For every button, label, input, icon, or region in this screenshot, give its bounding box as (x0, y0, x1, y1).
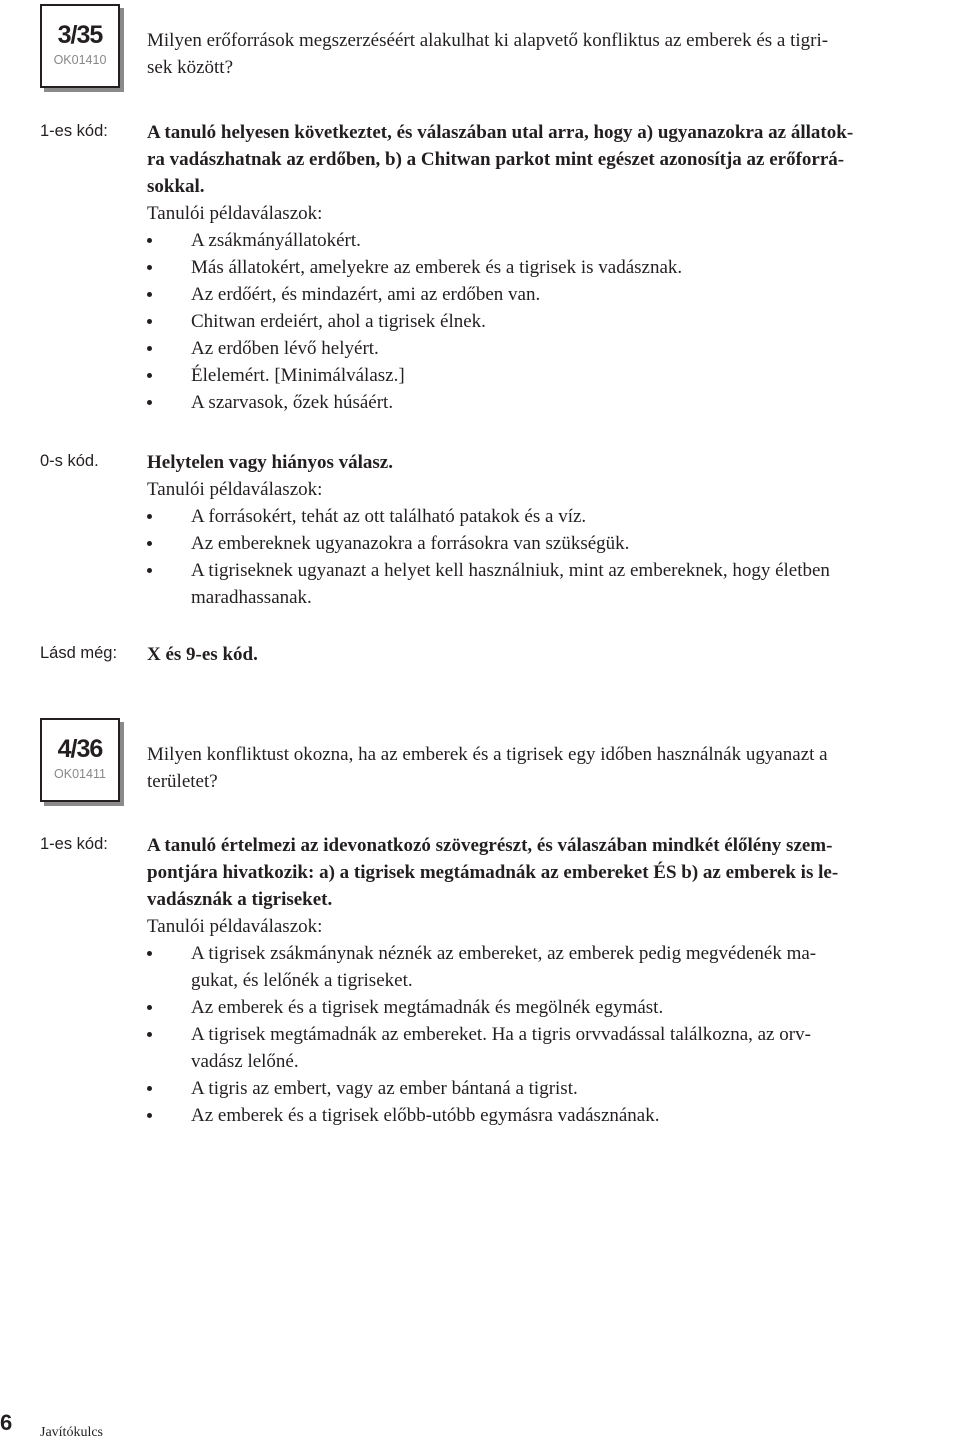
sample-answers-list (147, 940, 959, 1129)
bullet-icon (147, 292, 152, 297)
sample-answers-label: Tanulói példaválaszok: (147, 203, 323, 224)
code-1-block (147, 832, 959, 1129)
sample-answers-label: Tanulói példaválaszok: (147, 916, 323, 937)
code-0-description: Helytelen vagy hiányos válasz. (147, 452, 393, 473)
question-text (147, 27, 959, 81)
page-number: 6 (0, 1410, 13, 1435)
sample-answer: Az emberek és a tigrisek előbb-utóbb egymásra vadásznának. (191, 1105, 660, 1126)
sample-answer: Az emberek és a tigrisek megtámadnák és megölnék egymást. (191, 997, 664, 1018)
code-1-description-line: pontjára hivatkozik: a) a tigrisek megtámadnák az embereket ÉS b) az emberek is le- (147, 862, 839, 883)
sample-answer: A tigrisek zsákmánynak néznék az embereket, az emberek pedig megvédenék ma- (191, 943, 817, 964)
code-1-description-line: ra vadászhatnak az erdőben, b) a Chitwan parkot mint egészet azonosítja az erőforrá- (147, 149, 845, 170)
sample-answer: A forrásokért, tehát az ott található patakok és a víz. (191, 506, 587, 527)
bullet-icon (147, 1005, 152, 1010)
see-also-text: X és 9-es kód. (147, 644, 258, 665)
list-item (147, 994, 959, 1021)
question-number-box (40, 4, 120, 88)
sample-answer-continuation: gukat, és lelőnék a tigriseket. (191, 970, 413, 991)
question-number-box (40, 718, 120, 802)
code-1-label: 1-es kód: (40, 835, 108, 853)
question-number: 3/35 (57, 21, 103, 49)
bullet-icon (147, 1032, 152, 1037)
bullet-icon (147, 346, 152, 351)
code-1-label: 1-es kód: (40, 122, 108, 140)
bullet-icon (147, 951, 152, 956)
bullet-icon (147, 319, 152, 324)
bullet-icon (147, 400, 152, 405)
sample-answer: Az erdőben lévő helyért. (191, 338, 379, 359)
code-0-label: 0-s kód. (40, 452, 99, 470)
list-item (147, 308, 959, 335)
code-1-description-line: A tanuló helyesen következtet, és válaszában utal arra, hogy a) ugyanazokra az állatok- (147, 122, 854, 143)
sample-answer: A szarvasok, őzek húsáért. (191, 392, 394, 413)
list-item (147, 940, 959, 994)
code-1-description-line: vadásznák a tigriseket. (147, 889, 333, 910)
bullet-icon (147, 373, 152, 378)
bullet-icon (147, 514, 152, 519)
bullet-icon (147, 1086, 152, 1091)
see-also-block (147, 641, 959, 668)
footer-label: Javítókulcs (40, 1425, 103, 1440)
sample-answer: Élelemért. [Minimálválasz.] (191, 365, 405, 386)
sample-answer-continuation: vadász lelőné. (191, 1051, 299, 1072)
question-line: Milyen erőforrások megszerzéséért alakulhat ki alapvető konfliktus az emberek és a tigri- (147, 30, 829, 51)
sample-answer: A zsákmányállatokért. (191, 230, 361, 251)
bullet-icon (147, 265, 152, 270)
code-1-description-line: A tanuló értelmezi az idevonatkozó szövegrészt, és válaszában mindkét élőlény szem- (147, 835, 833, 856)
list-item (147, 1021, 959, 1075)
code-1-block (147, 119, 959, 416)
list-item (147, 281, 959, 308)
bullet-icon (147, 541, 152, 546)
code-0-block (147, 449, 959, 611)
list-item (147, 362, 959, 389)
list-item (147, 530, 959, 557)
question-line: sek között? (147, 57, 234, 78)
sample-answer: Az embereknek ugyanazokra a forrásokra van szükségük. (191, 533, 630, 554)
list-item (147, 557, 959, 611)
question-code: OK01410 (53, 53, 107, 67)
list-item (147, 254, 959, 281)
sample-answer-continuation: maradhassanak. (191, 587, 312, 608)
list-item (147, 227, 959, 254)
question-line: Milyen konfliktust okozna, ha az emberek és a tigrisek egy időben használnák ugyanazt a (147, 744, 828, 765)
question-line: területet? (147, 771, 218, 792)
list-item (147, 335, 959, 362)
sample-answer: A tigrisek megtámadnák az embereket. Ha a tigris orvvadással találkozna, az orv- (191, 1024, 811, 1045)
list-item (147, 389, 959, 416)
sample-answer: Az erdőért, és mindazért, ami az erdőben van. (191, 284, 541, 305)
sample-answers-label: Tanulói példaválaszok: (147, 479, 323, 500)
see-also-label: Lásd még: (40, 644, 118, 662)
code-1-description-line: sokkal. (147, 176, 205, 197)
question-number: 4/36 (57, 735, 103, 763)
sample-answer: Más állatokért, amelyekre az emberek és a tigrisek is vadásznak. (191, 257, 683, 278)
bullet-icon (147, 1113, 152, 1118)
question-code: OK01411 (54, 767, 106, 781)
bullet-icon (147, 238, 152, 243)
question-text (147, 741, 959, 795)
bullet-icon (147, 568, 152, 573)
list-item (147, 1102, 959, 1129)
sample-answer: A tigris az embert, vagy az ember bántaná a tigrist. (191, 1078, 578, 1099)
sample-answer: Chitwan erdeiért, ahol a tigrisek élnek. (191, 311, 486, 332)
sample-answer: A tigriseknek ugyanazt a helyet kell használniuk, mint az embereknek, hogy életben (191, 560, 830, 581)
list-item (147, 1075, 959, 1102)
sample-answers-list (147, 227, 959, 416)
list-item (147, 503, 959, 530)
sample-answers-list (147, 503, 959, 611)
